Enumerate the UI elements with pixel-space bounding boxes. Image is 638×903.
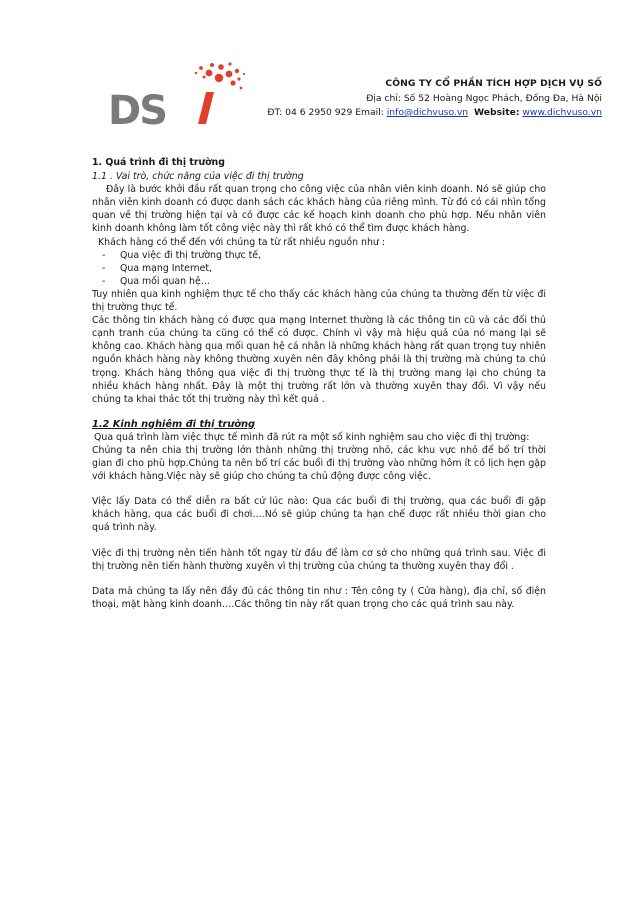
contact-phone: ĐT: 04 6 2950 929 Email: xyxy=(267,107,387,118)
paragraph-1: Đây là bước khởi đầu rất quan trọng cho công việc của nhân viên kinh doanh. Nó sẽ giúp cho nhân viên kinh doanh có được danh sách các khách hàng của riêng mình. Từ đó có cái nhìn tổng quan về thị trường hiện tại và có được các kế hoạch kinh doanh cho phù hợp. Nếu nhân viên kinh doanh không làm tốt công việc này thì rất khó có thể tìm được khách hàng. xyxy=(92,184,546,235)
logo-i-stem xyxy=(198,92,214,124)
dsi-logo-graphic xyxy=(106,62,246,134)
website-link[interactable]: www.dichvuso.vn xyxy=(522,107,602,118)
logo-letters-ds: DS xyxy=(108,88,167,134)
list-item: - Qua mạng Internet, xyxy=(102,262,213,274)
company-contact xyxy=(267,106,602,121)
email-link[interactable]: info@dichvuso.vn xyxy=(386,107,469,118)
logo-dot-swirl xyxy=(195,62,245,89)
source-list xyxy=(92,249,546,288)
paragraph-5: Qua quá trình làm việc thực tế mình đã rút ra một số kinh nghiệm sau cho việc đi thị trường: xyxy=(94,431,530,443)
paragraph-3: Tuy nhiên qua kinh nghiệm thực tế cho thấy các khách hàng của chúng ta thường đến từ việc đi thị trường thực tế. xyxy=(92,288,546,314)
paragraph-6: Chúng ta nên chia thị trường lớn thành những thị trường nhỏ, các khu vực nhỏ để bố trí thời gian đi cho phù hợp.Chúng ta nên bố trí các buổi đi thị trường vào những hôm ít có lịch hẹn gặp với khách hàng.Việc này sẽ giúp cho chúng ta chủ động được công việc. xyxy=(92,444,546,483)
paragraph-8: Việc đi thị trường nên tiến hành tốt ngay từ đầu để làm cơ sở cho những quá trình sau. Việc đi thị trường nên tiến hành thường xuyên vì thị trường của chúng ta thường xuyên thay đổi . xyxy=(92,547,546,572)
section-1-1-heading: 1.1 . Vai trò, chức năng của việc đi thị trường xyxy=(92,171,304,183)
company-header xyxy=(267,77,602,121)
paragraph-7: Việc lấy Data có thể diễn ra bất cứ lúc nào: Qua các buổi đi thị trường, qua các buổi đi gặp khách hàng, qua các buổi đi chơi….Nó sẽ giúp chúng ta hạn chế được rất nhiều thời gian cho quá trình này. xyxy=(92,496,546,534)
paragraph-4: Các thông tin khách hàng có được qua mạng Internet thường là các thông tin cũ và các đối thủ cạnh tranh của chúng ta cũng có thể có được. Chính vì vậy mà hiệu quả của nó mang lại sẽ không cao. Khách hàng qua mối quan hệ cá nhân là những khách hàng rất quan trọng tuy nhiên nguồn khách hàng này không thường xuyên nên đây không phải là thị trường mà chúng ta chú trọng. Khách hàng thông qua việc đi thị trường thực tế là thị trường mang lại cho chúng ta nhiều khách hàng nhất. Đây là một thị trường rất lớn và thường xuyên thay đổi. Vì vậy nếu chúng ta khai thác tốt thị trường này thì kết quả . xyxy=(92,315,546,405)
section-1-heading: 1. Quá trình đi thị trường xyxy=(92,157,225,168)
list-item: - Qua mối quan hệ… xyxy=(102,275,211,287)
website-label: Website: xyxy=(473,107,520,118)
company-name: CÔNG TY CỔ PHẦN TÍCH HỢP DỊCH VỤ SỐ xyxy=(385,78,602,89)
company-logo xyxy=(106,62,246,134)
company-address: Địa chỉ: Số 52 Hoàng Ngọc Phách, Đống Đa, Hà Nội xyxy=(366,92,602,104)
section-1-2-heading: 1.2 Kinh nghiệm đi thị trường xyxy=(92,418,256,430)
paragraph-9: Data mà chúng ta lấy nên đầy đủ các thông tin như : Tên công ty ( Cửa hàng), địa chỉ, số điện thoại, mặt hàng kinh doanh….Các thông tin này rất quan trọng cho các quá trình sau này. xyxy=(92,585,546,610)
paragraph-2: Khách hàng có thể đến với chúng ta từ rất nhiều nguồn như : xyxy=(98,236,386,248)
document-body xyxy=(92,156,546,611)
list-item: - Qua việc đi thị trường thực tế, xyxy=(102,249,262,261)
